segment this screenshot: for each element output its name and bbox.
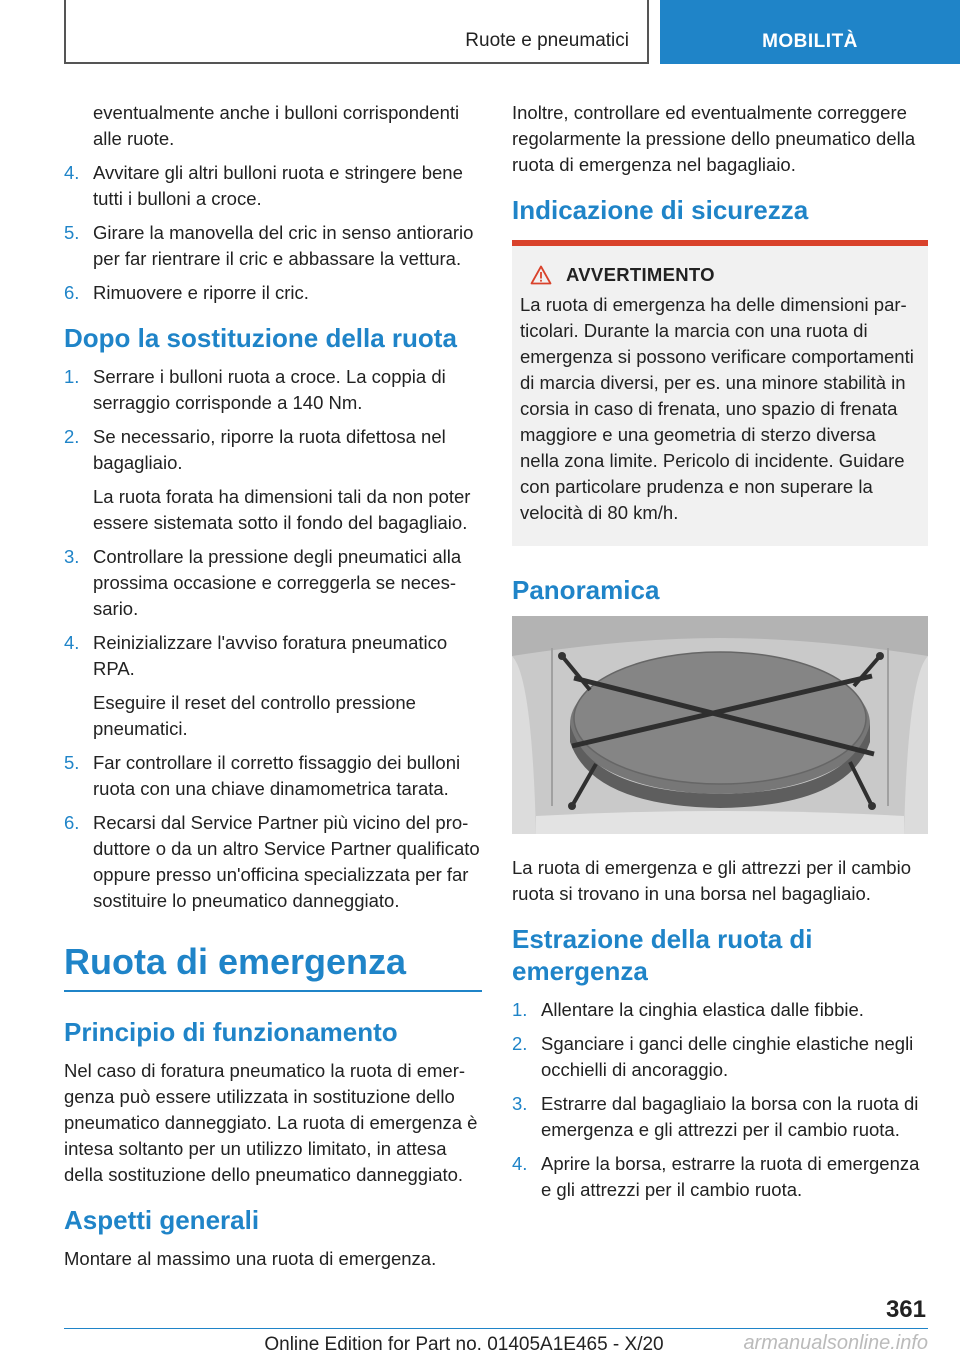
step-text: Recarsi dal Service Partner più vicino del produttore o da un altro Service Partner qualificato oppure presso un'officina specializzata per far sostituire lo pneumatico danneggiato. (93, 812, 480, 911)
step-text: Far controllare il corretto fissaggio dei bulloni ruota con una chiave dinamometrica tarata. (93, 752, 461, 799)
step-number: 3. (64, 546, 80, 567)
step-text: Estrarre dal bagagliaio la borsa con la ruota di emergenza e gli attrezzi per il cambio ruota. (541, 1093, 919, 1140)
safety-heading: Indicazione di sicurezza (512, 195, 809, 225)
list-item (64, 424, 482, 536)
step-text: Se necessario, riporre la ruota difettosa nel bagagliaio. (93, 426, 446, 473)
chapter-title: MOBILITÀ (762, 31, 858, 52)
step-subtext: Eseguire il reset del controllo pressione pneumatici. (93, 692, 416, 739)
step-number: 4. (512, 1153, 528, 1174)
general-heading: Aspetti generali (64, 1205, 260, 1235)
list-item (64, 160, 482, 212)
step-number: 1. (64, 366, 80, 387)
overview-heading: Panoramica (512, 575, 660, 605)
step-number: 5. (64, 222, 80, 243)
warning-header (520, 264, 920, 286)
page-header (0, 0, 960, 66)
step-number: 5. (64, 752, 80, 773)
warning-title: AVVERTIMENTO (566, 264, 715, 285)
list-item (512, 1091, 928, 1143)
step-number: 3. (512, 1093, 528, 1114)
warning-box (512, 240, 928, 546)
list-item (512, 1151, 928, 1203)
list-item (512, 997, 928, 1023)
footer-divider (64, 1328, 928, 1329)
extract-steps-list (512, 997, 928, 1203)
figure-caption: La ruota di emergenza e gli attrezzi per il cambio ruota si trovano in una borsa nel bagagliaio. (512, 857, 911, 904)
step-text: Rimuovere e riporre il cric. (93, 282, 309, 303)
warning-text: La ruota di emergenza ha delle dimensioni particolari. Durante la marcia con una ruota di emergenza si possono verificare comportamenti di marcia diversi, per es. una minore stabilità in corsia in caso di frenata, uno spazio di frenata maggiore e una geometria di sterzo diversa nella zona limite. Pericolo di incidente. Guidare con particolare prudenza e non superare la velocità di 80 km/h. (520, 294, 914, 523)
step-number: 6. (64, 282, 80, 303)
heading-after-replacement: Dopo la sostituzione della ruota (64, 323, 457, 353)
list-item (64, 280, 482, 306)
step-text: Serrare i bulloni ruota a croce. La coppia di serraggio corrisponde a 140 Nm. (93, 366, 446, 413)
step-number: 2. (512, 1033, 528, 1054)
section-tab (64, 0, 649, 64)
list-item (64, 630, 482, 742)
left-column (64, 100, 482, 1280)
section-title: Ruote e pneumatici (465, 30, 629, 51)
list-item (64, 220, 482, 272)
watermark: armanualsonline.info (743, 1332, 928, 1354)
page-number: 361 (885, 1296, 926, 1323)
chapter-tab (660, 0, 960, 64)
step-number: 4. (64, 162, 80, 183)
list-item (64, 544, 482, 622)
spare-wheel-illustration (512, 616, 928, 834)
steps-list-a (64, 160, 482, 306)
step-text: Girare la manovella del cric in senso antiorario per far rientrare il cric e abbassare la vettura. (93, 222, 474, 269)
warning-triangle-icon (530, 265, 552, 285)
general-text: Montare al massimo una ruota di emergenza. (64, 1248, 437, 1269)
step-text: Allentare la cinghia elastica dalle fibbie. (541, 999, 864, 1020)
list-item (64, 364, 482, 416)
step-number: 6. (64, 812, 80, 833)
step-text: Controllare la pressione degli pneumatici alla prossima occasione e correggerla se necessario. (93, 546, 462, 619)
list-item (512, 1031, 928, 1083)
steps-list-b (64, 364, 482, 914)
edition-text: Online Edition for Part no. 01405A1E465 - X/20 (264, 1334, 664, 1355)
list-item (64, 810, 482, 914)
right-column (512, 100, 928, 1211)
intro-continuation: eventualmente anche i bulloni corrispondenti alle ruote. (93, 102, 460, 149)
principle-heading: Principio di funzionamento (64, 1017, 398, 1047)
principle-text: Nel caso di foratura pneumatico la ruota di emergenza può essere utilizzata in sostituzione dello pneumatico danneggiato. La ruota di emergenza è intesa soltanto per un utilizzo limitato, in attesa della sostituzione dello pneumatico danneggiato. (64, 1060, 478, 1185)
extract-heading: Estrazione della ruota di emergenza (512, 924, 813, 986)
pressure-intro: Inoltre, controllare ed eventualmente correggere regolarmente la pressione dello pneumatico della ruota di emergenza nel bagagliaio. (512, 102, 916, 175)
step-text: Sganciare i ganci delle cinghie elastiche negli occhielli di ancoraggio. (541, 1033, 914, 1080)
step-text: Reinizializzare l'avviso foratura pneumatico RPA. (93, 632, 448, 679)
step-subtext: La ruota forata ha dimensioni tali da non poter essere sistemata sotto il fondo del bagagliaio. (93, 486, 471, 533)
chapter-heading: Ruota di emergenza (64, 940, 482, 992)
step-number: 1. (512, 999, 528, 1020)
step-text: Aprire la borsa, estrarre la ruota di emergenza e gli attrezzi per il cambio ruota. (541, 1153, 920, 1200)
list-item (64, 750, 482, 802)
step-text: Avvitare gli altri bulloni ruota e stringere bene tutti i bulloni a croce. (93, 162, 463, 209)
step-number: 4. (64, 632, 80, 653)
step-number: 2. (64, 426, 80, 447)
